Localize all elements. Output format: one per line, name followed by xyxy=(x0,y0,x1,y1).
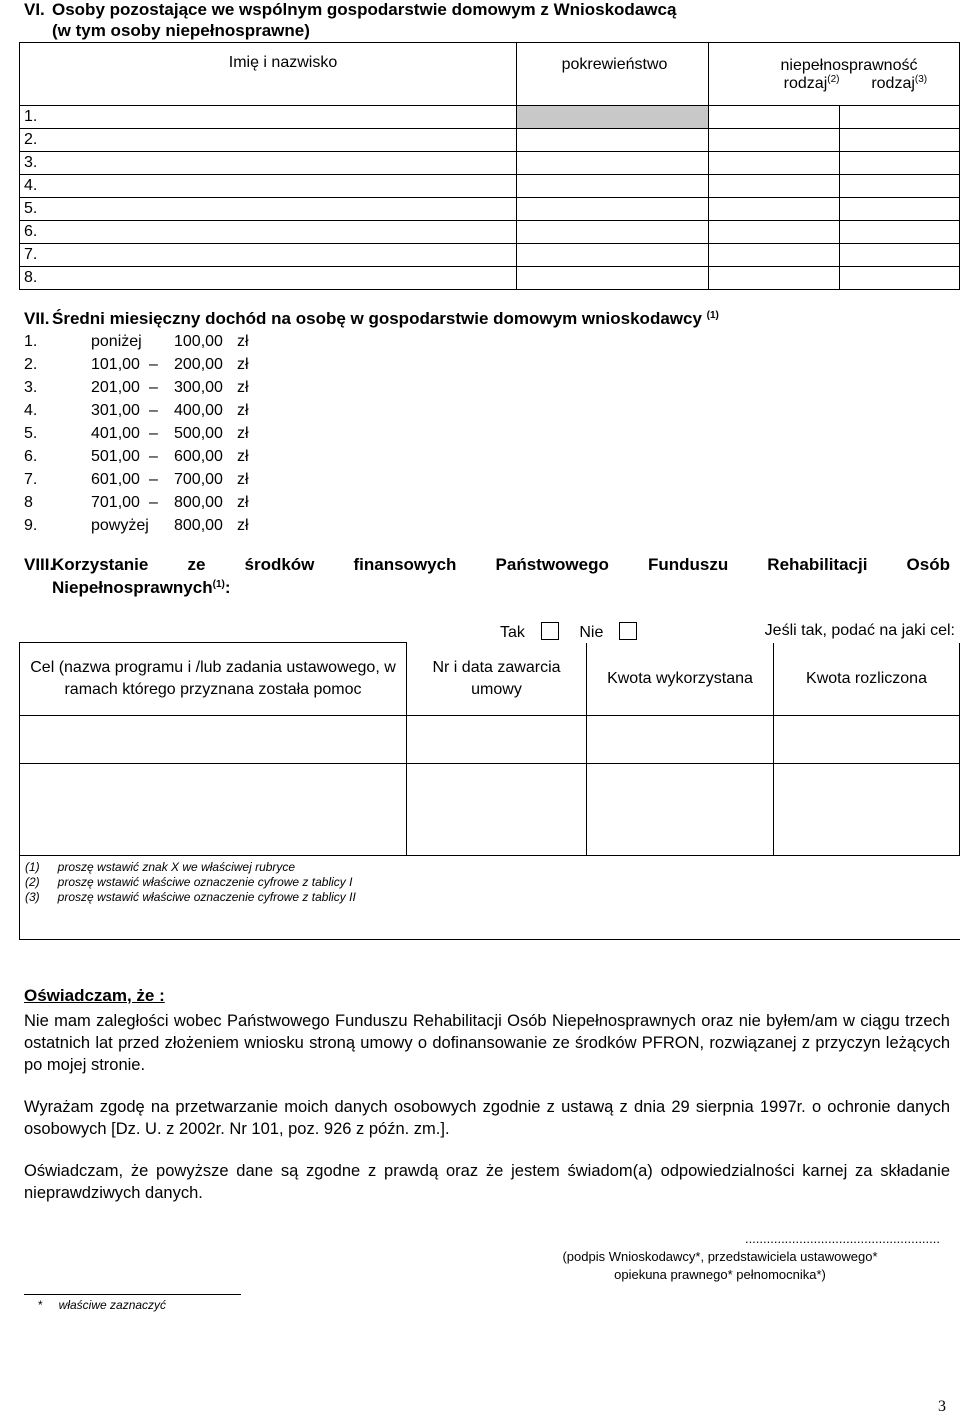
signature-block[interactable] xyxy=(500,1230,940,1284)
agreement-cell[interactable] xyxy=(407,716,587,764)
income-option[interactable]: 7. 601,00 – 700,00 zł xyxy=(24,471,249,488)
col-agreement-header: Nr i data zawarcia umowy xyxy=(407,643,587,716)
table-row: 6. xyxy=(20,221,517,244)
type3-cell[interactable] xyxy=(840,221,960,244)
settled-cell[interactable] xyxy=(774,716,960,764)
goal-cell[interactable] xyxy=(20,764,407,856)
col-disability-header: niepełnosprawność rodzaj$^{(2)}$ rodzaj$^{(3)}$ xyxy=(709,43,960,106)
note-separator xyxy=(24,1294,241,1295)
section6-title-line2: (w tym osoby niepełnosprawne) xyxy=(52,21,310,40)
household-table xyxy=(19,42,960,290)
type2-cell[interactable] xyxy=(709,152,840,175)
pfron-funds-table xyxy=(19,642,960,856)
type2-cell[interactable] xyxy=(709,175,840,198)
no-checkbox[interactable] xyxy=(619,622,637,640)
table-row: 5. xyxy=(20,198,517,221)
relation-cell[interactable] xyxy=(517,175,709,198)
income-option[interactable]: 9. powyżej 800,00 zł xyxy=(24,517,249,534)
used-cell[interactable] xyxy=(587,716,774,764)
income-option[interactable]: 3. 201,00 – 300,00 zł xyxy=(24,379,249,396)
income-option[interactable]: 5. 401,00 – 500,00 zł xyxy=(24,425,249,442)
col-used-header: Kwota wykorzystana xyxy=(587,643,774,716)
relation-cell[interactable] xyxy=(517,221,709,244)
section6-number: VI. xyxy=(24,0,45,19)
income-option[interactable]: 6. 501,00 – 600,00 zł xyxy=(24,448,249,465)
section8-title-line1: Korzystanie ze środków finansowych Państwowego Funduszu Rehabilitacji Osób xyxy=(52,555,950,574)
declaration-p1: Nie mam zaległości wobec Państwowego Funduszu Rehabilitacji Osób Niepełnosprawnych oraz nie byłem/am w ciągu trzech ostatnich lat przed złożeniem wniosku stroną umowy o dofinansowanie ze środków PFRON, rozwiązanej z przyczyn leżących po mojej stronie. xyxy=(24,1012,950,1074)
goal-cell[interactable] xyxy=(20,716,407,764)
relation-cell[interactable] xyxy=(517,267,709,290)
type3-cell[interactable] xyxy=(840,175,960,198)
type2-cell[interactable] xyxy=(709,106,840,129)
agreement-cell[interactable] xyxy=(407,764,587,856)
relation-cell[interactable] xyxy=(517,106,709,129)
section7-title: Średni miesięczny dochód na osobę w gospodarstwie domowym wnioskodawcy $^{(1)}$ xyxy=(52,309,719,328)
yes-checkbox[interactable] xyxy=(541,622,559,640)
section8-title-line2: Niepełnosprawnych$^{(1)}$: xyxy=(52,578,231,597)
footnote: (3) proszę wstawić właściwe oznaczenie cyfrowe z tablicy II xyxy=(25,890,356,904)
type3-cell[interactable] xyxy=(840,152,960,175)
section6-title-line1: Osoby pozostające we wspólnym gospodarstwie domowym z Wnioskodawcą xyxy=(52,0,677,19)
signature-dots: ...................................................... xyxy=(744,1231,940,1246)
no-label: Nie xyxy=(579,624,604,641)
type3-cell[interactable] xyxy=(840,198,960,221)
type3-cell[interactable] xyxy=(840,106,960,129)
page-number: 3 xyxy=(938,1398,946,1415)
used-cell[interactable] xyxy=(587,764,774,856)
type3-cell[interactable] xyxy=(840,267,960,290)
table-row: 2. xyxy=(20,129,517,152)
signature-caption-2: opiekuna prawnego* pełnomocnika*) xyxy=(614,1267,826,1282)
income-option[interactable]: 1. poniżej 100,00 zł xyxy=(24,333,249,350)
income-option[interactable]: 4. 301,00 – 400,00 zł xyxy=(24,402,249,419)
section8-number: VIII. xyxy=(24,555,55,574)
table-row: 3. xyxy=(20,152,517,175)
table-row: 1. xyxy=(20,106,517,129)
col-goal-header: Cel (nazwa programu i /lub zadania ustawowego, w ramach którego przyznana została pomoc xyxy=(20,643,407,716)
type2-cell[interactable] xyxy=(709,221,840,244)
footnote: (1) proszę wstawić znak X we właściwej rubryce xyxy=(25,860,296,874)
income-option[interactable]: 8 701,00 – 800,00 zł xyxy=(24,494,249,511)
if-yes-label: Jeśli tak, podać na jaki cel: xyxy=(764,622,955,639)
relation-cell[interactable] xyxy=(517,244,709,267)
table-row: 4. xyxy=(20,175,517,198)
note: * właściwe zaznaczyć xyxy=(38,1298,167,1312)
declaration-heading: Oświadczam, że : xyxy=(24,986,165,1005)
yes-label: Tak xyxy=(500,624,525,641)
relation-cell[interactable] xyxy=(517,198,709,221)
declaration-p3: Oświadczam, że powyższe dane są zgodne z prawdą oraz że jestem świadom(a) odpowiedzialności karnej za składanie nieprawdziwych danych. xyxy=(24,1162,950,1202)
type3-cell[interactable] xyxy=(840,244,960,267)
table-row: 7. xyxy=(20,244,517,267)
pfron-yes-no-row xyxy=(500,622,955,642)
income-option[interactable]: 2. 101,00 – 200,00 zł xyxy=(24,356,249,373)
col-settled-header: Kwota rozliczona xyxy=(774,643,960,716)
type2-cell[interactable] xyxy=(709,244,840,267)
settled-cell[interactable] xyxy=(774,764,960,856)
col-name-header: Imię i nazwisko xyxy=(20,43,517,106)
type3-cell[interactable] xyxy=(840,129,960,152)
type2-cell[interactable] xyxy=(709,198,840,221)
type2-cell[interactable] xyxy=(709,129,840,152)
section7-number: VII. xyxy=(24,309,50,328)
signature-caption-1: (podpis Wnioskodawcy*, przedstawiciela ustawowego* xyxy=(562,1249,878,1264)
type2-cell[interactable] xyxy=(709,267,840,290)
footnote: (2) proszę wstawić właściwe oznaczenie cyfrowe z tablicy I xyxy=(25,875,353,889)
footnotes-box xyxy=(19,855,960,940)
relation-cell[interactable] xyxy=(517,129,709,152)
col-relation-header: pokrewieństwo xyxy=(517,43,709,106)
declaration-p2: Wyrażam zgodę na przetwarzanie moich danych osobowych zgodnie z ustawą z dnia 29 sierpnia 1997r. o ochronie danych osobowych [Dz. U. z 2002r. Nr 101, poz. 926 z późn. zm.]. xyxy=(24,1098,950,1138)
relation-cell[interactable] xyxy=(517,152,709,175)
table-row: 8. xyxy=(20,267,517,290)
